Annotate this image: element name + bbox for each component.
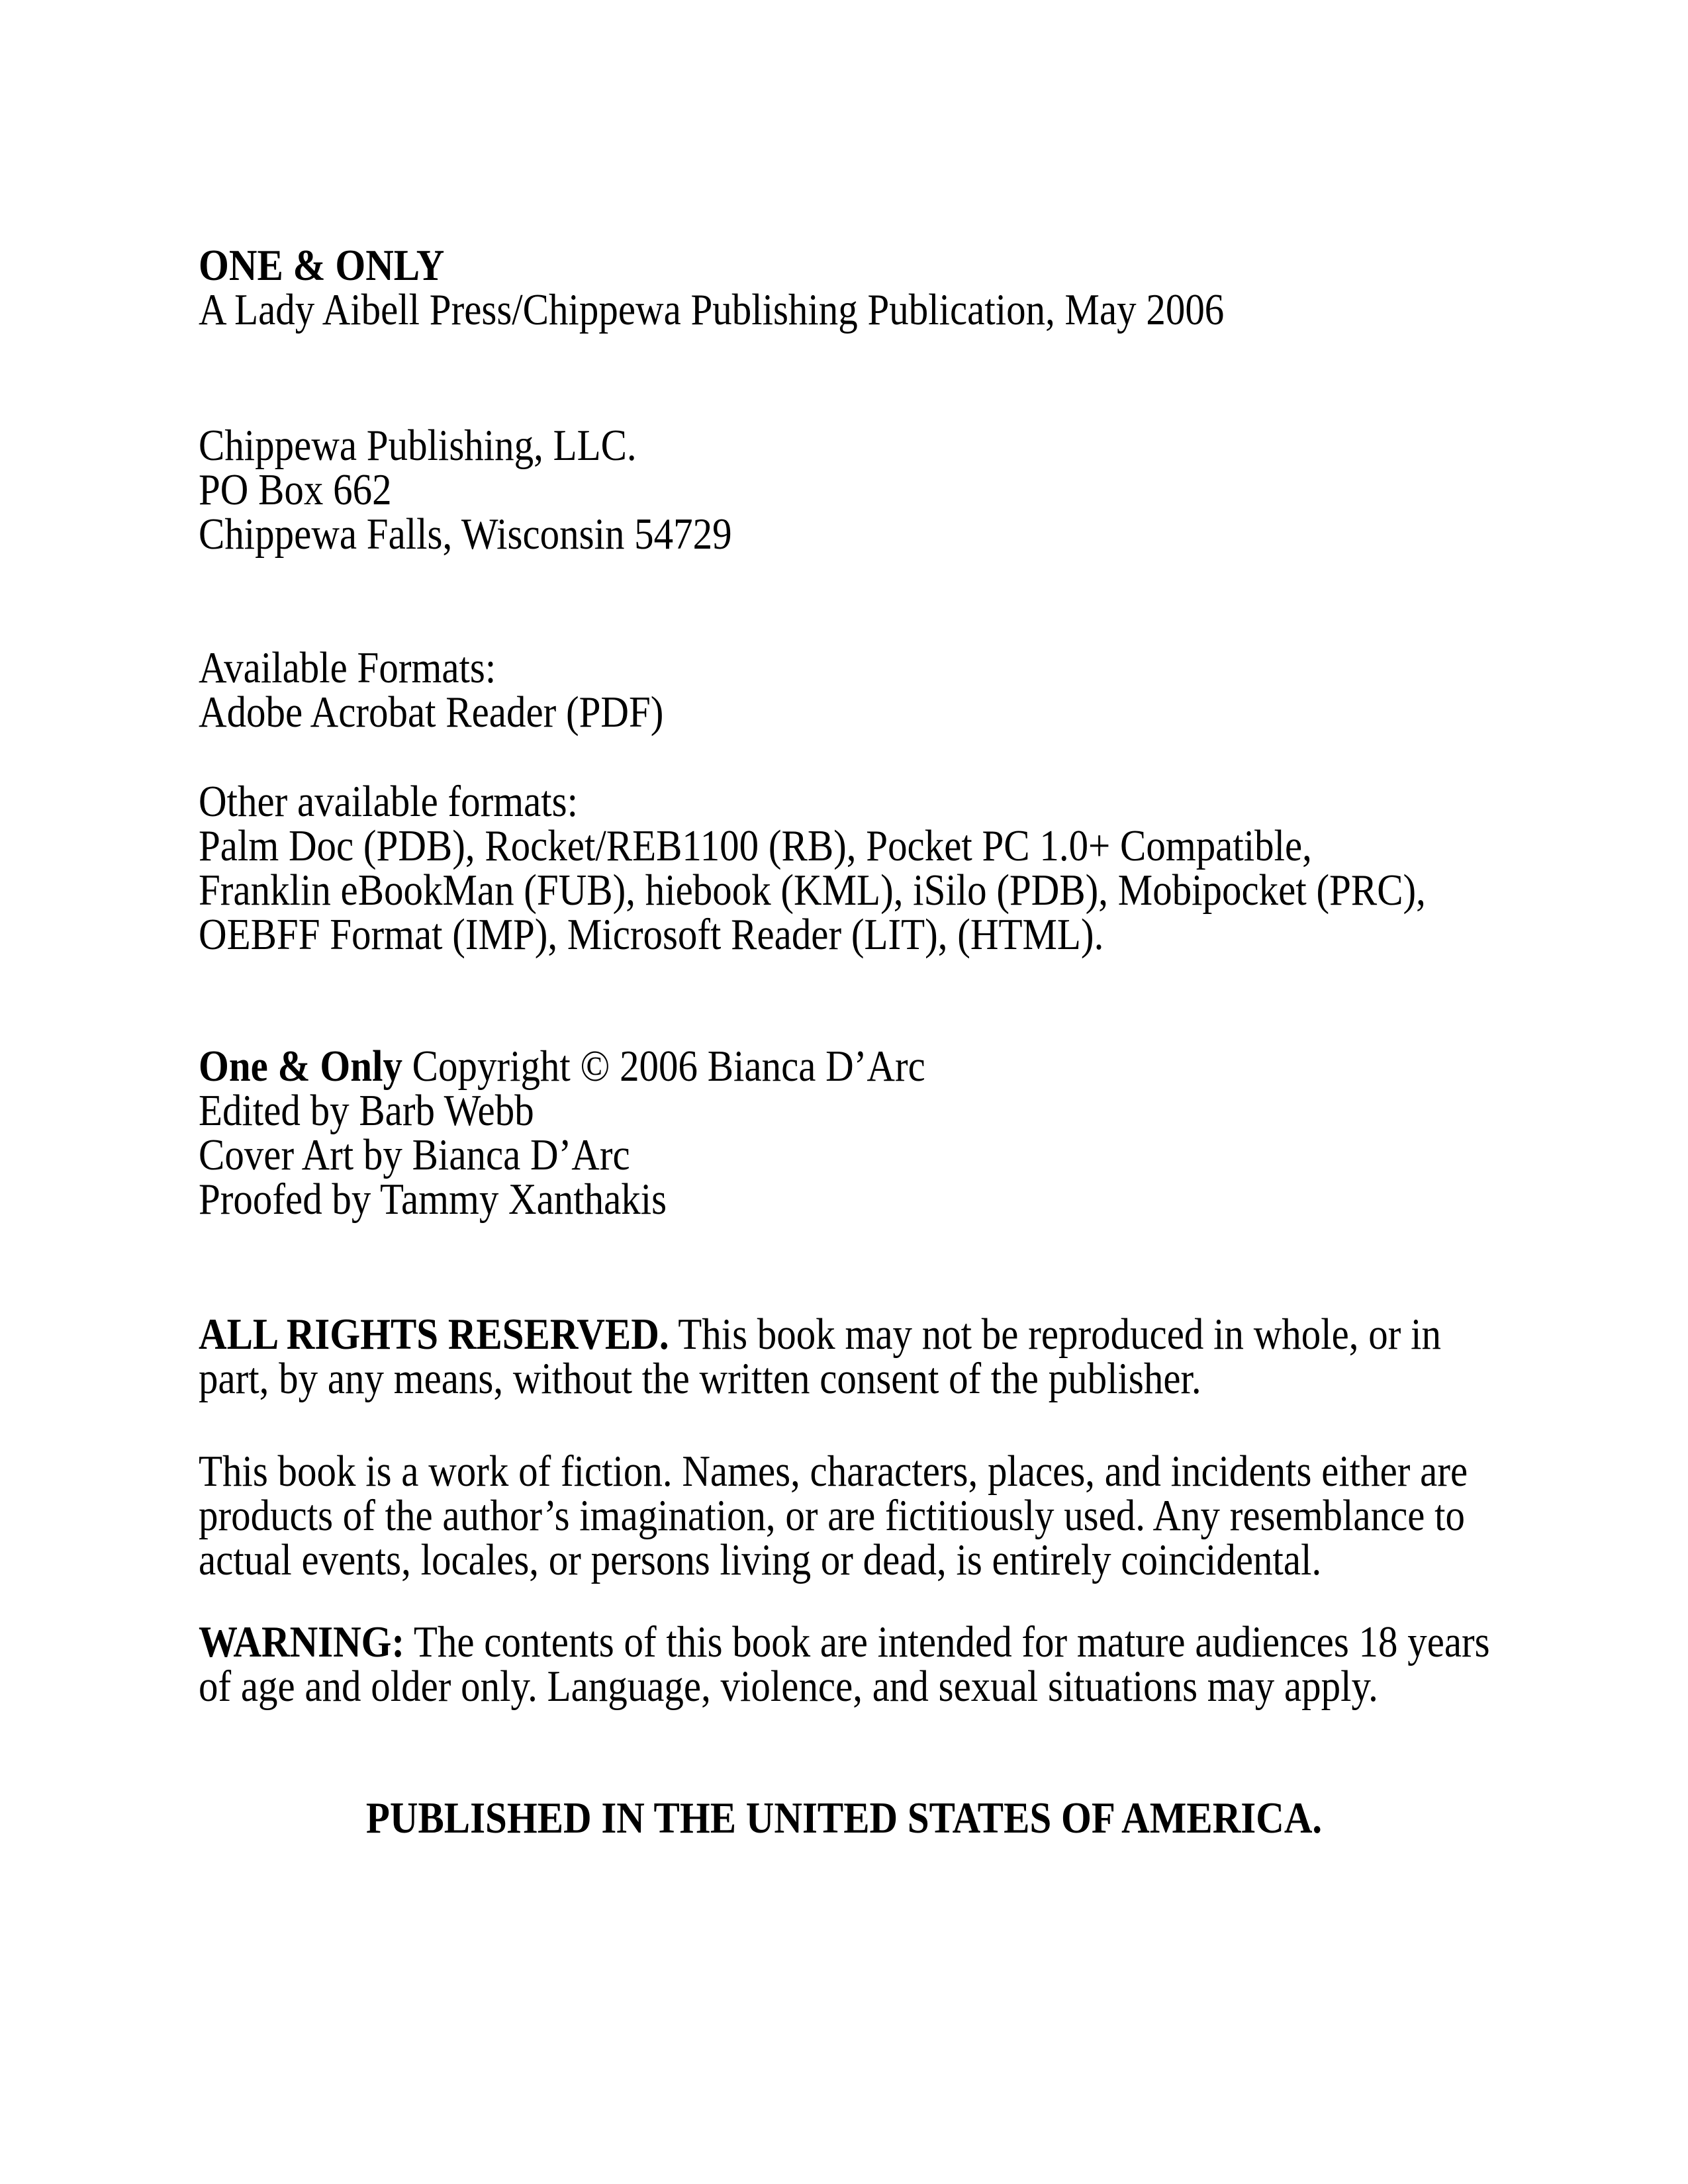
text-segment: Chippewa Falls, Wisconsin 54729 bbox=[199, 510, 732, 559]
text-segment: Chippewa Publishing, LLC. bbox=[199, 421, 637, 470]
text-segment: Franklin eBookMan (FUB), hiebook (KML), iSilo (PDB), Mobipocket (PRC), bbox=[199, 866, 1426, 915]
text-line bbox=[199, 1130, 1335, 1179]
text-line bbox=[199, 1310, 1441, 1359]
copyright-credits bbox=[199, 1044, 1489, 1222]
text-segment: Adobe Acrobat Reader (PDF) bbox=[199, 688, 664, 737]
text-line bbox=[199, 910, 1335, 959]
text-line bbox=[199, 1354, 1335, 1403]
text-segment: Available Formats: bbox=[199, 643, 496, 692]
text-segment: part, by any means, without the written consent of the publisher. bbox=[199, 1354, 1201, 1403]
text-line bbox=[199, 1662, 1378, 1711]
text-segment: The contents of this book are intended for mature audiences 18 years bbox=[404, 1617, 1490, 1666]
bold-text-segment: ALL RIGHTS RESERVED. bbox=[199, 1310, 669, 1359]
text-segment: of age and older only. Language, violence, and sexual situations may apply. bbox=[199, 1662, 1378, 1711]
text-line bbox=[199, 821, 1335, 870]
text-segment: PO Box 662 bbox=[199, 465, 392, 514]
text-segment: actual events, locales, or persons living or dead, is entirely coincidental. bbox=[199, 1535, 1322, 1584]
text-line bbox=[199, 777, 1335, 826]
text-line bbox=[199, 690, 1335, 735]
text-line bbox=[199, 643, 1335, 692]
title-block bbox=[199, 241, 1489, 334]
text-segment: This book is a work of fiction. Names, characters, places, and incidents either are bbox=[199, 1447, 1468, 1496]
text-segment: Edited by Barb Webb bbox=[199, 1086, 534, 1135]
text-line bbox=[199, 285, 1335, 334]
bold-text-segment: WARNING: bbox=[199, 1617, 405, 1666]
text-line bbox=[199, 866, 1426, 915]
text-segment: products of the author’s imagination, or are fictitiously used. Any resemblance to bbox=[199, 1491, 1466, 1540]
text-segment: OEBFF Format (IMP), Microsoft Reader (LIT), (HTML). bbox=[199, 910, 1104, 959]
all-rights-reserved bbox=[199, 1312, 1489, 1401]
text-line bbox=[199, 1044, 1335, 1089]
text-line bbox=[199, 421, 1335, 470]
text-segment: Cover Art by Bianca D’Arc bbox=[199, 1130, 630, 1179]
bold-text-segment: PUBLISHED IN THE UNITED STATES OF AMERICA. bbox=[365, 1794, 1323, 1843]
text-segment: A Lady Aibell Press/Chippewa Publishing Publication, May 2006 bbox=[199, 285, 1225, 334]
text-line bbox=[199, 1617, 1490, 1666]
text-line bbox=[199, 465, 1335, 514]
text-segment: Copyright © 2006 Bianca D’Arc bbox=[402, 1042, 925, 1091]
text-line bbox=[199, 1535, 1335, 1584]
text-line bbox=[199, 241, 1335, 290]
bold-text-segment: One & Only bbox=[199, 1042, 402, 1091]
bold-text-segment: ONE & ONLY bbox=[199, 241, 445, 290]
text-line bbox=[199, 1491, 1466, 1540]
published-statement bbox=[0, 1796, 1688, 1841]
text-segment: Palm Doc (PDB), Rocket/REB1100 (RB), Pocket PC 1.0+ Compatible, bbox=[199, 821, 1312, 870]
fiction-disclaimer bbox=[199, 1449, 1489, 1582]
text-segment: This book may not be reproduced in whole, or in bbox=[669, 1310, 1441, 1359]
text-line bbox=[199, 1086, 1335, 1135]
available-formats bbox=[199, 643, 1489, 737]
text-line bbox=[199, 512, 1335, 557]
text-segment: Other available formats: bbox=[199, 777, 578, 826]
other-available-formats bbox=[199, 777, 1489, 959]
publisher-address bbox=[199, 421, 1489, 559]
mature-warning bbox=[199, 1617, 1490, 1711]
text-line bbox=[199, 1447, 1468, 1496]
text-segment: Proofed by Tammy Xanthakis bbox=[199, 1175, 667, 1224]
text-line bbox=[199, 1177, 1335, 1222]
text-line bbox=[101, 1796, 1587, 1841]
